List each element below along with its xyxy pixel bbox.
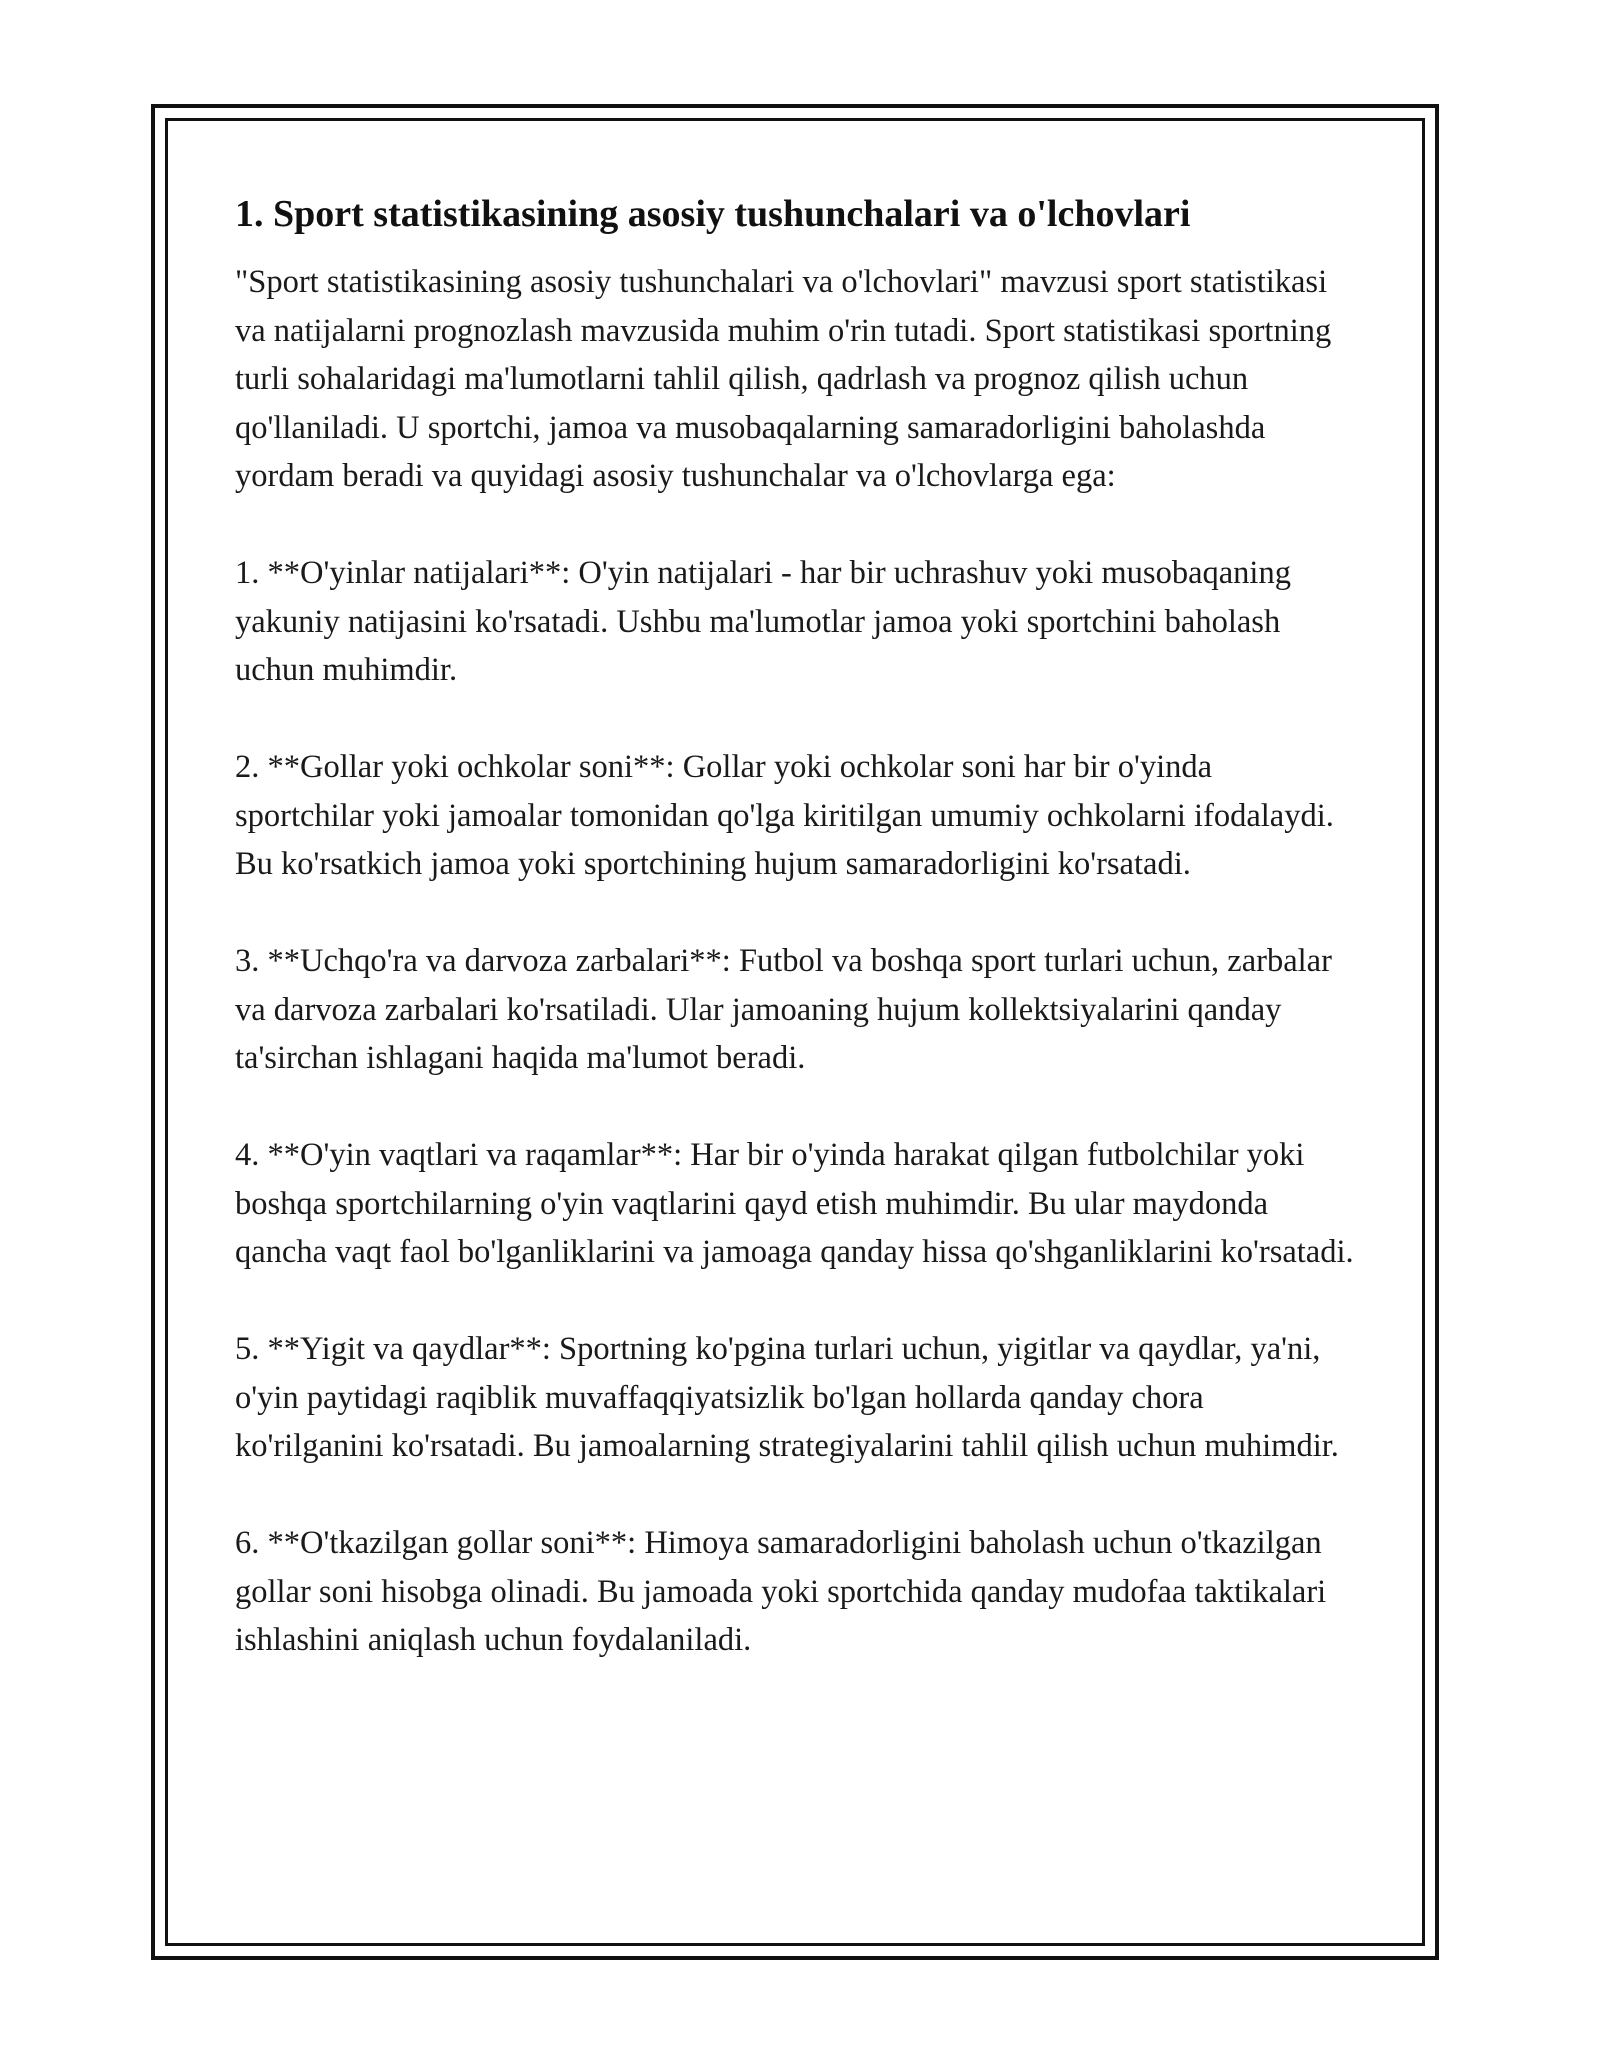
list-item-2: 2. **Gollar yoki ochkolar soni**: Gollar yoki ochkolar soni har bir o'yinda sportchilar yoki jamoalar tomonidan qo'lga kiritilgan umumiy ochkolarni ifodalaydi. Bu ko'rsatkich jamoa yoki sportchining hujum samaradorligini ko'rsatadi. (235, 749, 1334, 882)
list-item-4: 4. **O'yin vaqtlari va raqamlar**: Har bir o'yinda harakat qilgan futbolchilar yoki boshqa sportchilarning o'yin vaqtlarini qayd etish muhimdir. Bu ular maydonda qancha vaqt faol bo'lganliklarini va jamoaga qanday hissa qo'shganliklarini ko'rsatadi. (235, 1137, 1354, 1270)
list-item-1: 1. **O'yinlar natijalari**: O'yin natijalari - har bir uchrashuv yoki musobaqaning yakuniy natijasini ko'rsatadi. Ushbu ma'lumotlar jamoa yoki sportchini baholash uchun muhimdir. (235, 555, 1291, 688)
list-item-5: 5. **Yigit va qaydlar**: Sportning ko'pgina turlari uchun, yigitlar va qaydlar, ya'ni, o'yin paytidagi raqiblik muvaffaqqiyatsizlik bo'lgan hollarda qanday chora ko'rilganini ko'rsatadi. Bu jamoalarning strategiyalarini tahlil qilish uchun muhimdir. (235, 1331, 1339, 1464)
document-body (235, 188, 1355, 1713)
list-item-3: 3. **Uchqo'ra va darvoza zarbalari**: Futbol va boshqa sport turlari uchun, zarbalar va darvoza zarbalari ko'rsatiladi. Ular jamoaning hujum kollektsiyalarini qanday ta'sirchan ishlagani haqida ma'lumot beradi. (235, 943, 1332, 1076)
intro-paragraph: "Sport statistikasining asosiy tushunchalari va o'lchovlari" mavzusi sport statistikasi va natijalarni prognozlash mavzusida muhim o'rin tutadi. Sport statistikasi sportning turli sohalaridagi ma'lumotlarni tahlil qilish, qadrlash va prognoz qilish uchun qo'llaniladi. U sportchi, jamoa va musobaqalarning samaradorligini baholashda yordam beradi va quyidagi asosiy tushunchalar va o'lchovlarga ega: (235, 264, 1332, 494)
list-item-6: 6. **O'tkazilgan gollar soni**: Himoya samaradorligini baholash uchun o'tkazilgan gollar soni hisobga olinadi. Bu jamoada yoki sportchida qanday mudofaa taktikalari ishlashini aniqlash uchun foydalaniladi. (235, 1525, 1327, 1658)
page-title: 1. Sport statistikasining asosiy tushunchalari va o'lchovlari (235, 193, 1191, 235)
